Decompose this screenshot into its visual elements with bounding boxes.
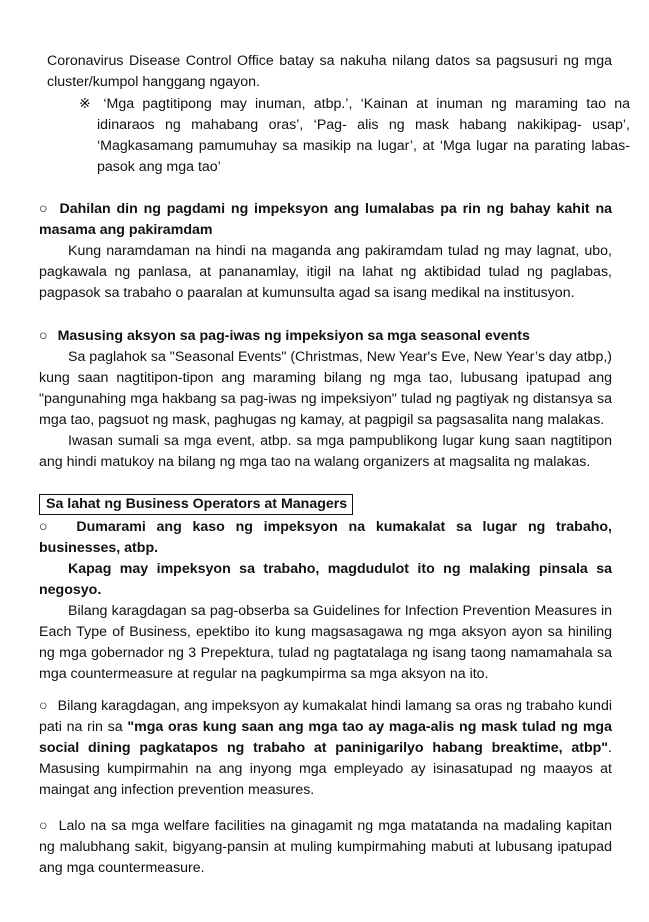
break-text-bold: "mga oras kung saan ang mga tao ay maga-alis ng mask tulad ng mga social dining pagkatapos ng trabaho at paninigarilyo habang breaktime, atbp" — [39, 719, 612, 756]
symptoms-section — [39, 199, 612, 304]
break-text-after: . Masusing kumpirmahin na ang inyong mga empleyado ay isinasatupad ng maayos at maingat ang infection prevention measures. — [39, 740, 612, 798]
symptoms-body: Kung naramdaman na hindi na maganda ang pakiramdam tulad ng may lagnat, ubo, pagkawala ng panlasa, at pananamlay, itigil na lahat ng aktibidad tulad ng paglabas, pagpasok sa trabaho o paaralan at kumunsulta agad sa isang medikal na institusyon. — [39, 243, 612, 301]
seasonal-body-2: Iwasan sumali sa mga event, atbp. sa mga pampublikong lugar kung saan nagtitipon ang hindi matukoy na bilang ng mga tao na walang organizers at magsalita ng malakas. — [39, 433, 612, 470]
symptoms-heading-text: Dahilan din ng pagdami ng impeksyon ang lumalabas pa rin ng bahay kahit na masama ang pakiramdam — [39, 201, 613, 238]
business-section — [39, 494, 612, 685]
business-heading-text: Dumarami ang kaso ng impeksyon na kumakalat sa lugar ng trabaho, businesses, atbp. — [39, 519, 612, 556]
welfare-text: Lalo na sa mga welfare facilities na ginagamit ng mga matatanda na madaling kapitan ng malubhang sakit, bigyang-pansin at muling kumpirmahing mabuti at lubusang ipatupad ang mga countermeasure. — [39, 818, 612, 876]
circle-bullet-icon: ○ — [39, 818, 49, 834]
business-box-heading: Sa lahat ng Business Operators at Managers — [39, 494, 353, 515]
break-section — [39, 696, 612, 801]
welfare-section — [39, 816, 612, 879]
seasonal-heading — [39, 326, 612, 347]
circle-bullet-icon: ○ — [39, 698, 48, 714]
symptoms-heading — [39, 199, 612, 241]
break-text-before: Bilang karagdagan, ang impeksyon ay kumakalat hindi lamang sa oras ng trabaho kundi pati na rin sa — [39, 698, 612, 735]
intro-paragraph: Coronavirus Disease Control Office batay sa nakuha nilang datos sa pagsusuri ng mga cluster/kumpol hanggang ngayon. — [47, 53, 612, 90]
circle-bullet-icon: ○ — [39, 201, 50, 217]
business-box-heading-row — [39, 494, 612, 515]
intro-block — [47, 51, 612, 93]
business-heading — [39, 517, 612, 559]
seasonal-body-1: Sa paglahok sa "Seasonal Events" (Christmas, New Year's Eve, New Year’s day atbp,) kung saan nagtitipon-tipon ang maraming bilang ng mga tao, lubusang ipatupad ang "pangunahing mga hakbang sa pag-iwas ng impeksiyon" tulad ng pagtiyak ng distansya sa mga tao, pagsuot ng mask, paghugas ng kamay, at pagpigil sa pagsasalita nang malakas. — [39, 349, 612, 428]
circle-bullet-icon: ○ — [39, 328, 48, 344]
business-subheading: Kapag may impeksyon sa trabaho, magdudulot ito ng malaking pinsala sa negosyo. — [39, 561, 612, 598]
seasonal-section — [39, 326, 612, 473]
note-paragraph: ※ ‘Mga pagtitipong may inuman, atbp.’, ‘Kainan at inuman ng maraming tao na idinaraos ng mahabang oras’, ‘Pag- alis ng mask habang nakikipag- usap’, ‘Magkasamang pamumuhay sa masikip na lugar’, at ‘Mga lugar na parating labas-pasok ang mga tao’ — [79, 96, 630, 175]
welfare-paragraph — [39, 816, 612, 879]
seasonal-heading-text: Masusing aksyon sa pag-iwas ng impeksiyon sa mga seasonal events — [57, 328, 530, 344]
break-paragraph — [39, 696, 612, 801]
circle-bullet-icon: ○ — [39, 519, 55, 535]
business-body: Bilang karagdagan sa pag-obserba sa Guidelines for Infection Prevention Measures in Each Type of Business, epektibo ito kung magsasagawa ng mga aksyon ayon sa hiniling ng mga gobernador ng 3 Prepektura, tulad ng pagtatalaga ng isang taong namamahala sa mga countermeasure at regular na pagkumpirma sa mga aksyon na ito. — [39, 603, 612, 682]
